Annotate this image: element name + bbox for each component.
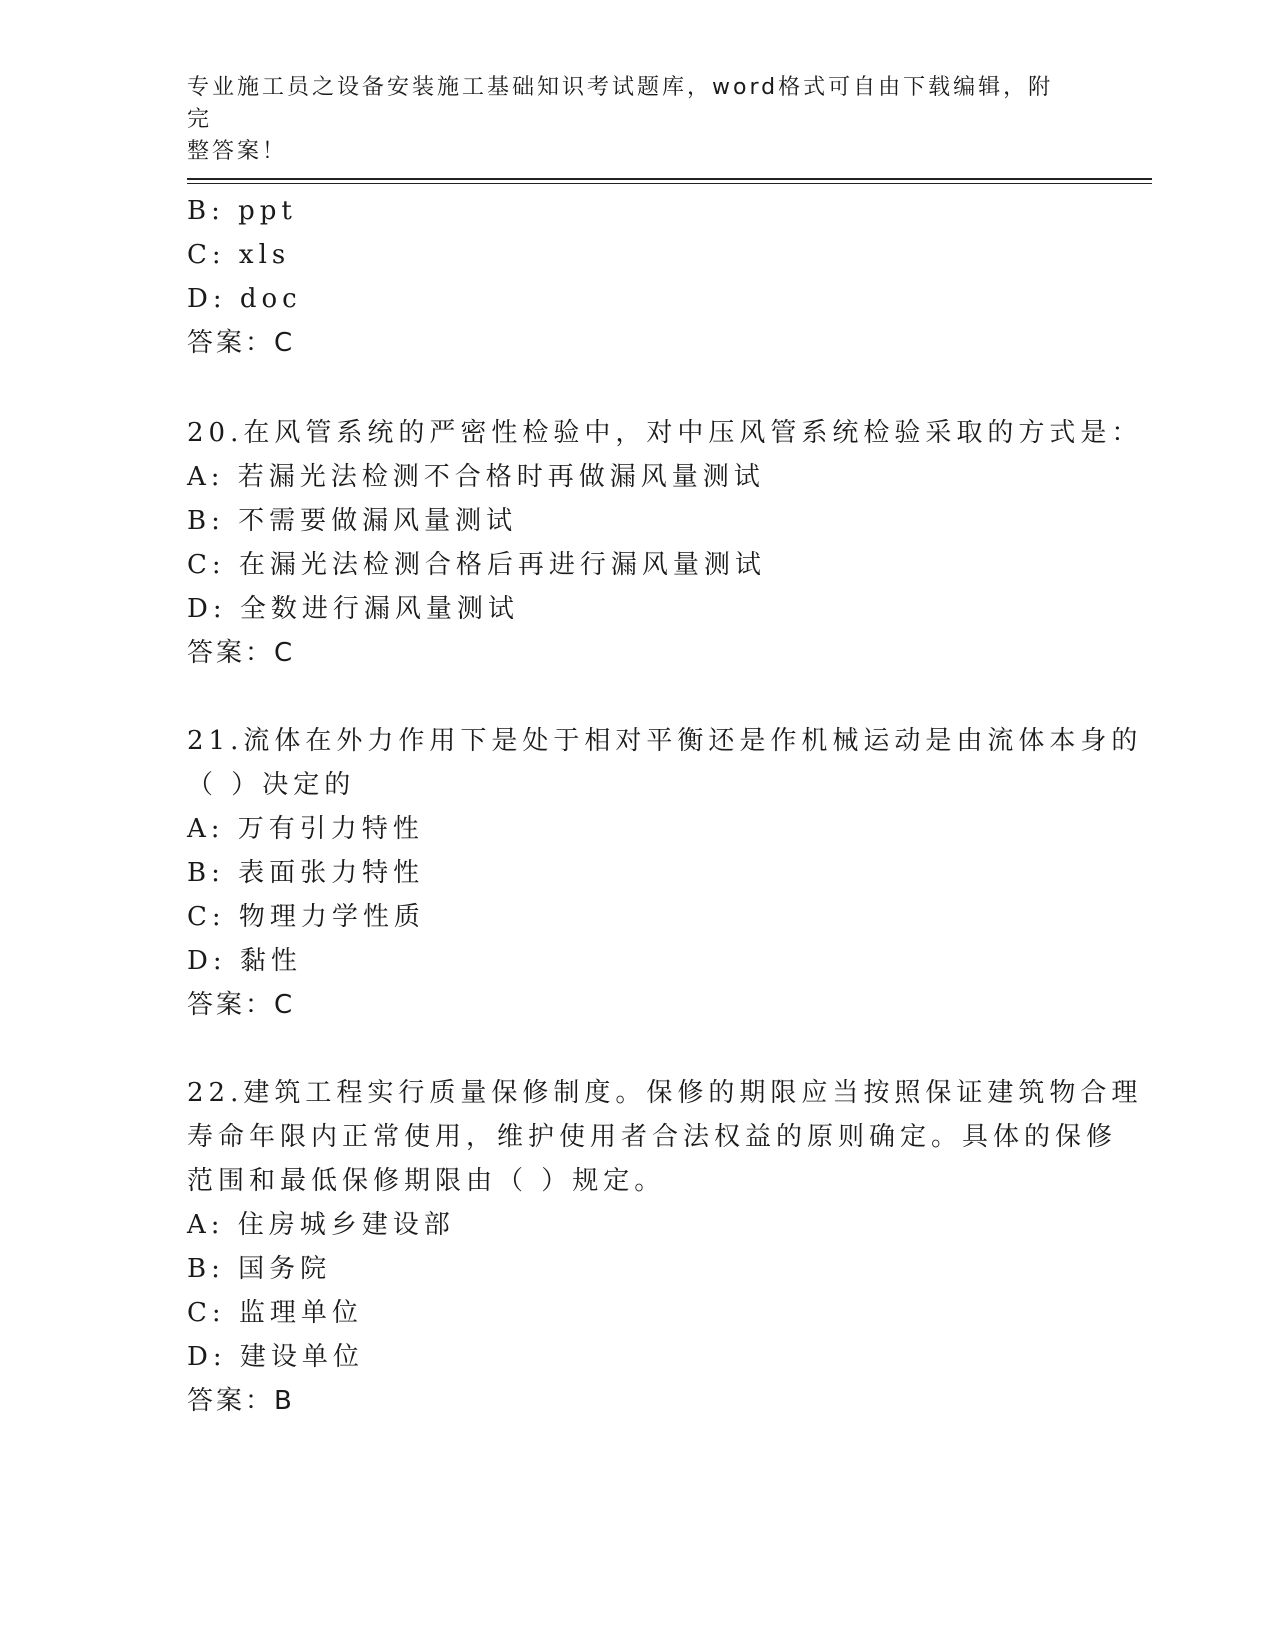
- q19-answer: 答案：C: [187, 328, 296, 358]
- document-header: [187, 72, 1067, 168]
- q21-option-b: B: 表面张力特性: [187, 858, 425, 888]
- q22-option-c: C: 监理单位: [187, 1298, 363, 1328]
- q20-answer: 答案：C: [187, 638, 296, 668]
- q22-option-b: B: 国务院: [187, 1254, 332, 1284]
- header-line-1: 专业施工员之设备安装施工基础知识考试题库，word格式可自由下载编辑，附完: [187, 75, 1054, 132]
- q20-option-c: C: 在漏光法检测合格后再进行漏风量测试: [187, 550, 766, 580]
- q20-option-b: B: 不需要做漏风量测试: [187, 506, 518, 536]
- q22-option-d: D: 建设单位: [187, 1342, 364, 1372]
- q20-option-a: A: 若漏光法检测不合格时再做漏风量测试: [187, 462, 765, 492]
- header-divider-thin: [187, 183, 1152, 184]
- header-line-2: 整答案！: [187, 139, 288, 164]
- q20-stem: 20.在风管系统的严密性检验中，对中压风管系统检验采取的方式是：: [187, 418, 1143, 448]
- header-divider-thick: [187, 178, 1152, 180]
- q19-option-c: C: xls: [187, 240, 291, 270]
- q22-stem-line-3: 范围和最低保修期限由（ ）规定。: [187, 1166, 666, 1196]
- q21-option-a: A: 万有引力特性: [187, 814, 424, 844]
- q22-stem-line-1: 22.建筑工程实行质量保修制度。保修的期限应当按照保证建筑物合理: [187, 1078, 1143, 1108]
- q22-answer: 答案：B: [187, 1386, 295, 1416]
- q21-stem-line-1: 21.流体在外力作用下是处于相对平衡还是作机械运动是由流体本身的: [187, 726, 1143, 756]
- q19-option-b: B: ppt: [187, 196, 297, 226]
- q21-answer: 答案：C: [187, 990, 296, 1020]
- q21-option-d: D: 黏性: [187, 946, 302, 976]
- q22-option-a: A: 住房城乡建设部: [187, 1210, 455, 1240]
- q19-option-d: D: doc: [187, 284, 302, 314]
- q21-option-c: C: 物理力学性质: [187, 902, 425, 932]
- q20-option-d: D: 全数进行漏风量测试: [187, 594, 519, 624]
- q22-stem-line-2: 寿命年限内正常使用，维护使用者合法权益的原则确定。具体的保修: [187, 1122, 1118, 1152]
- q21-stem-line-2: （ ）决定的: [187, 770, 356, 800]
